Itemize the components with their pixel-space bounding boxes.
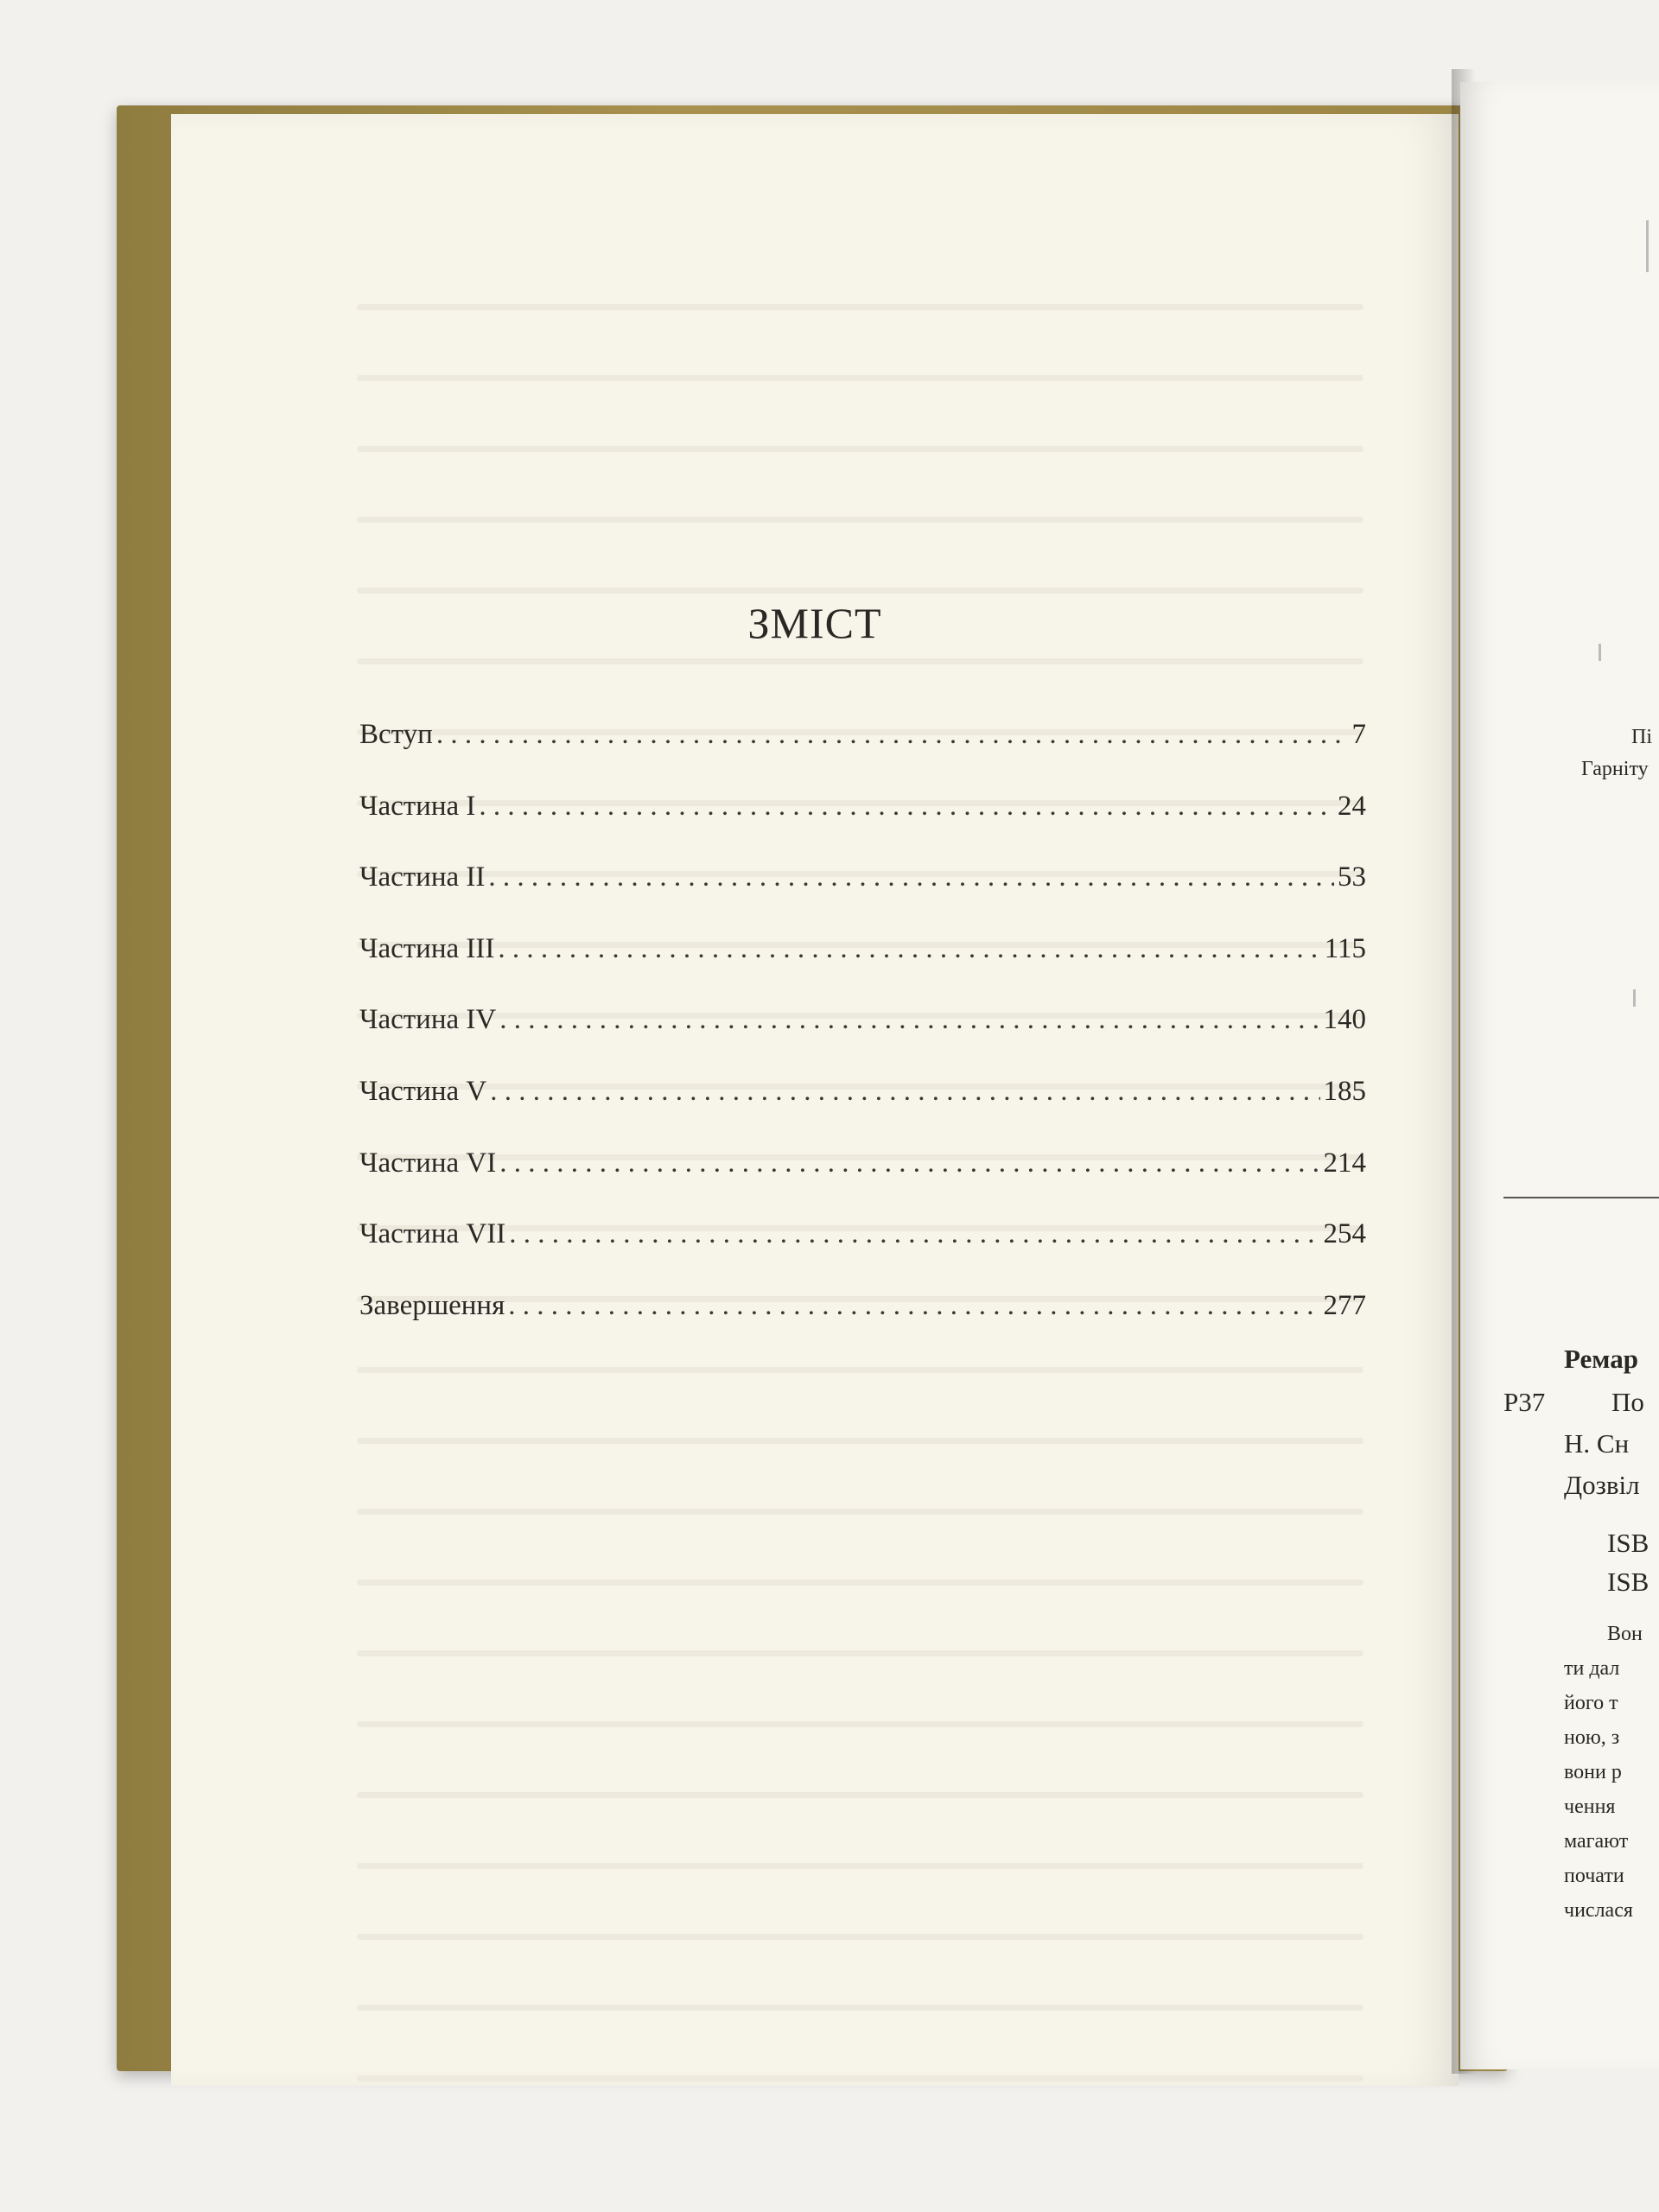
toc-entry [359, 1218, 1366, 1290]
faint-mark [1633, 989, 1636, 1007]
faint-mark [1599, 644, 1601, 661]
toc-entry [359, 1290, 1366, 1362]
toc-entry-page: 115 [1324, 932, 1366, 964]
annotation-line: чення [1564, 1796, 1616, 1818]
annotation-line: числася [1564, 1899, 1633, 1922]
toc-leader-dots [498, 933, 1320, 965]
toc-entry [359, 1076, 1366, 1147]
toc-entry-label: Вступ [359, 719, 433, 750]
catalog-index: Р37 [1503, 1387, 1546, 1417]
toc-leader-dots [436, 719, 1349, 751]
annotation-line: вони р [1564, 1761, 1622, 1783]
catalog-line: По [1611, 1387, 1644, 1417]
toc-entry-label: Частина I [359, 790, 476, 822]
toc-entry-label: Частина III [359, 932, 495, 964]
toc-leader-dots [479, 791, 1334, 823]
annotation-line: магают [1564, 1830, 1629, 1853]
left-page [171, 114, 1459, 2086]
toc-entry [359, 791, 1366, 862]
annotation-line: Вон [1607, 1623, 1643, 1645]
toc-entry [359, 1147, 1366, 1219]
toc-entry [359, 861, 1366, 933]
toc-leader-dots [499, 1004, 1319, 1036]
faint-mark [1646, 220, 1649, 272]
toc-entry-label: Частина VI [359, 1147, 497, 1179]
toc-entry-page: 53 [1338, 861, 1366, 893]
toc-entry [359, 719, 1366, 791]
toc-entry-page: 140 [1323, 1004, 1366, 1036]
toc-leader-dots [499, 1147, 1319, 1179]
toc-title: ЗМІСТ [747, 599, 882, 647]
toc-entry-label: Частина V [359, 1075, 487, 1107]
toc-entry [359, 933, 1366, 1005]
catalog-line: Дозвіл [1564, 1470, 1640, 1500]
right-page [1460, 82, 1659, 2069]
catalog-line: Н. Сн [1564, 1428, 1630, 1459]
toc-leader-dots [488, 861, 1334, 893]
annotation-line: його т [1564, 1692, 1618, 1714]
toc-leader-dots [508, 1290, 1319, 1322]
annotation-line: ти дал [1564, 1657, 1620, 1680]
imprint-fragment: Пі [1631, 726, 1652, 748]
toc-entry-page: 254 [1323, 1218, 1366, 1250]
toc-entry-label: Частина IV [359, 1004, 497, 1036]
isbn-line: ISB [1607, 1528, 1649, 1558]
toc-entry-label: Частина II [359, 861, 486, 893]
isbn-line: ISB [1607, 1567, 1649, 1597]
toc-leader-dots [509, 1218, 1319, 1250]
toc-entry-label: Завершення [359, 1289, 505, 1321]
toc-entry-page: 277 [1323, 1289, 1366, 1321]
toc-entry-page: 24 [1338, 790, 1366, 822]
annotation-line: почати [1564, 1865, 1624, 1887]
imprint-fragment: Гарніту [1581, 758, 1649, 780]
toc-entry-page: 7 [1351, 719, 1366, 750]
annotation-line: ною, з [1564, 1726, 1620, 1749]
divider-rule [1503, 1197, 1659, 1198]
table-of-contents [359, 719, 1366, 1361]
toc-entry-label: Частина VII [359, 1218, 506, 1250]
toc-entry-page: 214 [1323, 1147, 1366, 1179]
toc-entry-page: 185 [1323, 1075, 1366, 1107]
toc-entry [359, 1004, 1366, 1076]
toc-leader-dots [490, 1076, 1319, 1108]
catalog-author: Ремар [1564, 1344, 1638, 1374]
